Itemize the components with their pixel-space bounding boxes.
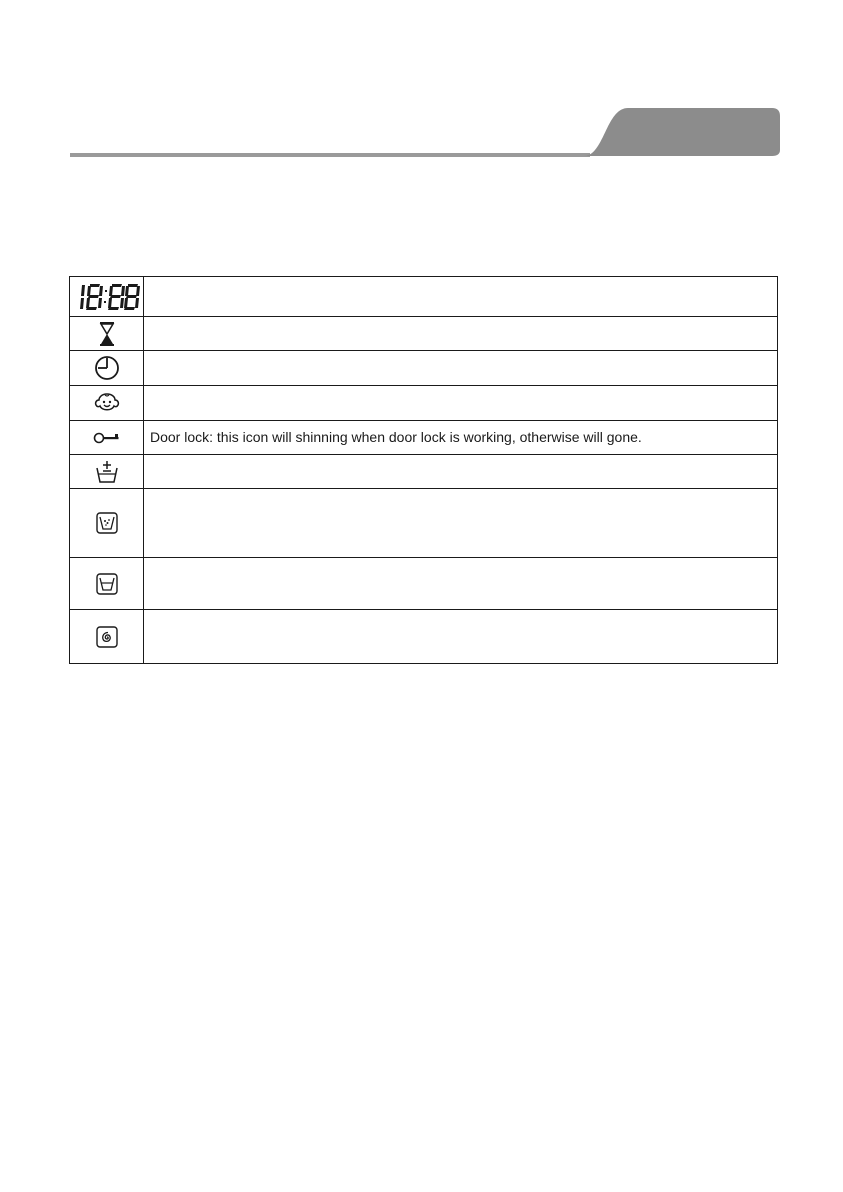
- table-row: [70, 386, 778, 421]
- row-description: [144, 317, 778, 351]
- row-description: [144, 455, 778, 489]
- wash-tub-icon: [96, 512, 118, 534]
- child-lock-icon: [94, 392, 120, 414]
- table-row: [70, 421, 778, 455]
- row-description: [144, 277, 778, 317]
- table-row: [70, 351, 778, 386]
- table-row: [70, 317, 778, 351]
- spin-icon: [96, 626, 118, 648]
- table-row: [70, 489, 778, 558]
- table-row: [70, 610, 778, 664]
- table-row: [70, 558, 778, 610]
- section-tab: [584, 106, 780, 158]
- row-description: [144, 386, 778, 421]
- row-description: [144, 351, 778, 386]
- table-row: [70, 277, 778, 317]
- row-description: [144, 558, 778, 610]
- prewash-tub-icon: [95, 460, 119, 484]
- rinse-tub-icon: [96, 573, 118, 595]
- row-description: [144, 489, 778, 558]
- row-description: [144, 610, 778, 664]
- icon-table: [69, 276, 778, 664]
- table-row: [70, 455, 778, 489]
- digital-display-icon: [74, 282, 140, 312]
- row-description: Door lock: this icon will shinning when door lock is working, otherwise will gone.: [144, 421, 778, 455]
- door-lock-key-icon: [93, 431, 121, 445]
- hourglass-icon: [99, 321, 115, 347]
- header-rule: [70, 153, 590, 157]
- clock-icon: [94, 355, 120, 381]
